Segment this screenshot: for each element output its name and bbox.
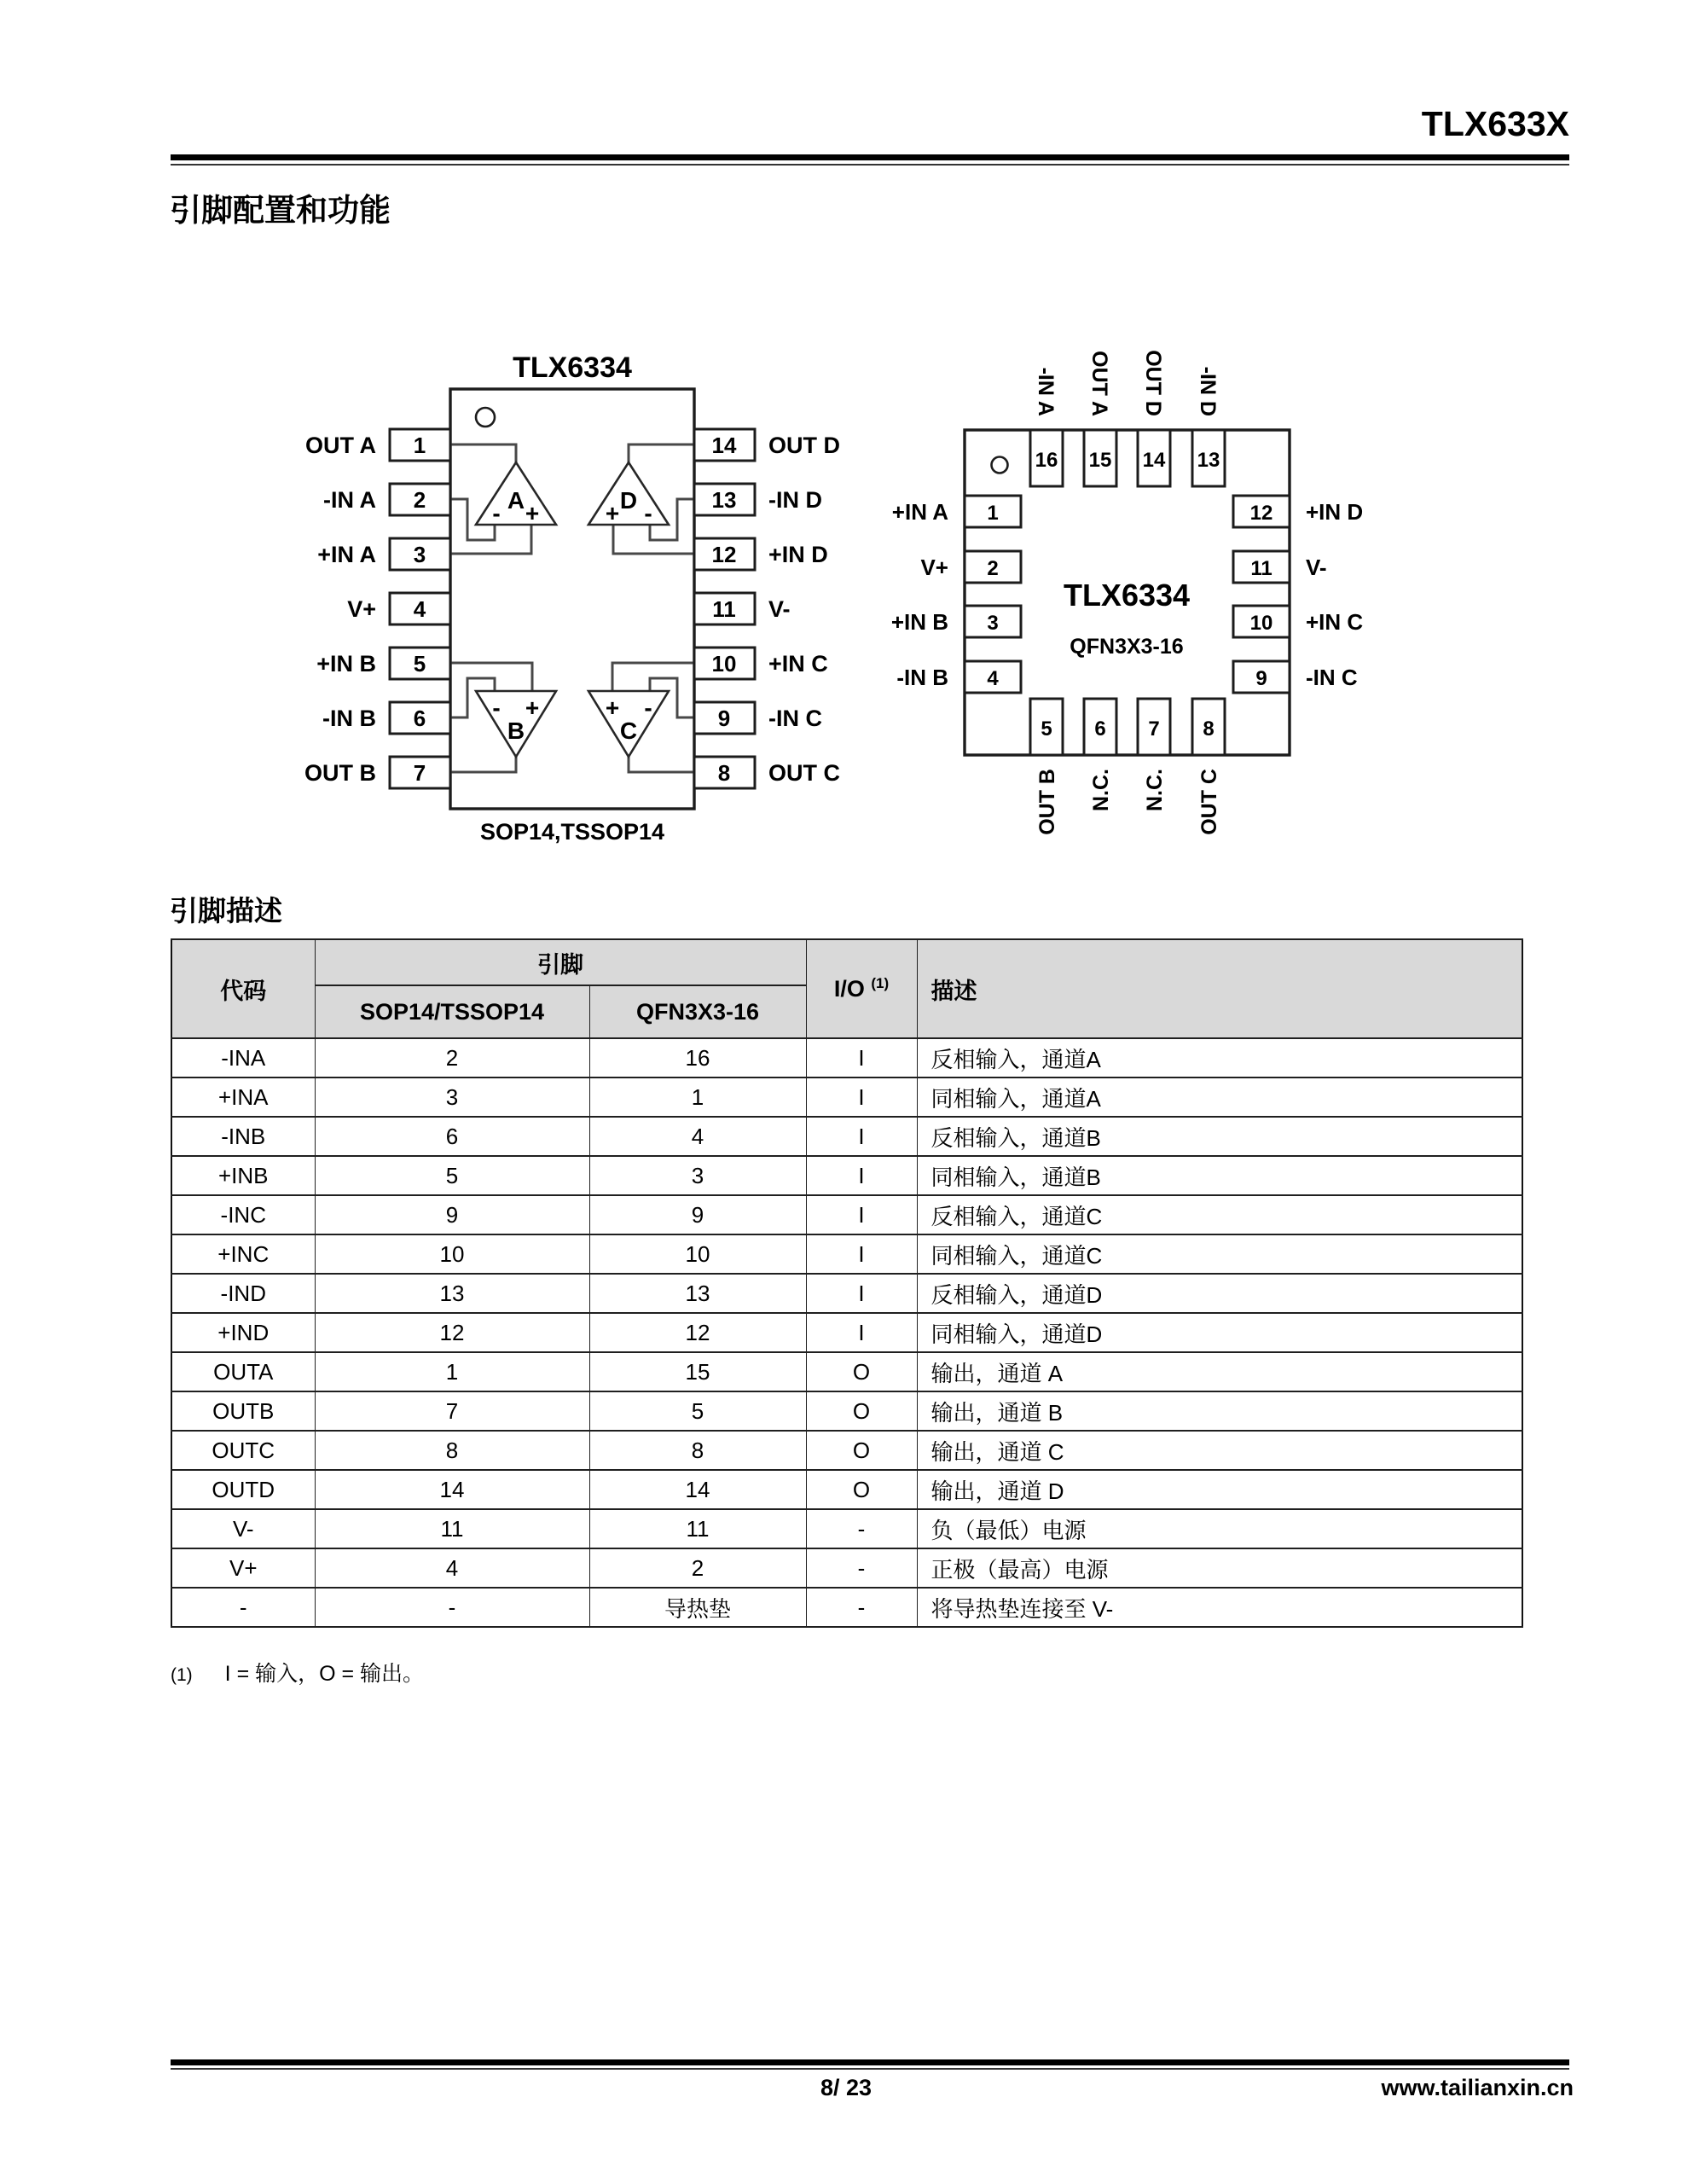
- pin-diagrams: [222, 299, 1484, 862]
- sop-pin-number: 5: [413, 651, 426, 677]
- qfn-pin-label: +IN A: [891, 499, 948, 525]
- footer-rule-thin: [171, 2068, 1569, 2070]
- opamp-label-a: A: [507, 487, 525, 514]
- sop-pin-number: 11: [712, 596, 736, 622]
- qfn-pin-label: +IN C: [1306, 609, 1364, 635]
- table-row: V+ 4 2 - 正极（最高）电源: [171, 1548, 1522, 1588]
- qfn-pin-number: 10: [1249, 612, 1273, 635]
- qfn-pin-label: -IN B: [896, 665, 948, 690]
- col-header-desc: 描述: [917, 939, 1522, 1038]
- sop-pin-label: -IN D: [768, 487, 822, 513]
- qfn-pin-number: 7: [1148, 717, 1160, 741]
- table-row: +INB 5 3 I 同相输入，通道B: [171, 1156, 1522, 1195]
- opamp-label-c: C: [619, 717, 638, 744]
- sop-title: TLX6334: [513, 351, 632, 384]
- sop-pin-number: 4: [413, 596, 426, 622]
- sop-pin-label: -IN B: [322, 706, 376, 731]
- sop-package-outline: [450, 389, 694, 809]
- qfn-diagram: [891, 350, 1364, 835]
- qfn-pin-label-top: OUT D: [1141, 350, 1165, 416]
- qfn-pin-number: 3: [987, 612, 999, 635]
- qfn-pin-number: 16: [1035, 449, 1058, 472]
- qfn-pin-label: +IN D: [1306, 499, 1364, 525]
- sop-pin-number: 7: [413, 760, 426, 786]
- opamp-label-d: D: [619, 487, 638, 514]
- sop-pin-label: +IN B: [316, 651, 376, 677]
- footnote-marker: (1): [171, 1665, 193, 1685]
- sop-pin-label: +IN A: [317, 542, 376, 567]
- sop-pin-label: OUT B: [304, 760, 376, 786]
- table-row: OUTB 7 5 O 输出，通道 B: [171, 1391, 1522, 1431]
- qfn-pin-label: +IN B: [890, 609, 948, 635]
- qfn-pin-label-bottom: OUT C: [1197, 769, 1221, 835]
- table-row: - - 导热垫 - 将导热垫连接至 V-: [171, 1588, 1522, 1627]
- header-rule-thin: [171, 164, 1569, 166]
- col-header-qfn: QFN3X3-16: [589, 985, 806, 1038]
- table-row: +IND 12 12 I 同相输入，通道D: [171, 1313, 1522, 1352]
- sop14-diagram: [304, 351, 840, 845]
- minus-sign: -: [644, 500, 652, 526]
- sop-pin-number: 8: [717, 760, 731, 786]
- sop-pin-label: V-: [768, 596, 791, 622]
- minus-sign: -: [492, 500, 501, 526]
- header-rule: [171, 154, 1569, 160]
- qfn-pin-label-bottom: N.C.: [1143, 769, 1167, 811]
- sop-pin-label: OUT A: [305, 433, 376, 458]
- qfn-pin-number: 14: [1142, 449, 1166, 472]
- minus-sign: -: [644, 694, 652, 721]
- qfn-pin-number: 8: [1203, 717, 1215, 741]
- qfn-pin-number: 5: [1041, 717, 1052, 741]
- col-header-code: 代码: [171, 939, 315, 1038]
- qfn-pin-number: 15: [1088, 449, 1112, 472]
- qfn-pin-label: V-: [1306, 555, 1327, 580]
- io-label: I/O: [833, 976, 865, 1002]
- col-header-io: [806, 939, 917, 1038]
- sop-pin-label: -IN C: [768, 706, 822, 731]
- qfn-title: TLX6334: [1063, 578, 1191, 613]
- col-header-pin-group: 引脚: [315, 939, 806, 985]
- footer-rule: [171, 2059, 1569, 2065]
- sop-pin-number: 1: [413, 433, 426, 458]
- qfn-pin-number: 13: [1197, 449, 1220, 472]
- sop-pin-label: +IN C: [768, 651, 828, 677]
- table-row: OUTA 1 15 O 输出，通道 A: [171, 1352, 1522, 1391]
- qfn-pin-label-top: -IN D: [1196, 366, 1220, 416]
- sop-pin-label: +IN D: [768, 542, 828, 567]
- table-row: -INA 2 16 I 反相输入，通道A: [171, 1038, 1522, 1077]
- pin-table-title: 引脚描述: [170, 895, 282, 926]
- website-text: www.tailianxin.cn: [1381, 2075, 1574, 2100]
- qfn-pin-number: 6: [1094, 717, 1106, 741]
- sop-pin-label: -IN A: [323, 487, 376, 513]
- opamp-label-b: B: [507, 717, 525, 744]
- plus-sign: +: [605, 694, 620, 721]
- qfn-pin-label-bottom: N.C.: [1089, 769, 1113, 811]
- table-row: OUTC 8 8 O 输出，通道 C: [171, 1431, 1522, 1470]
- section-title: 引脚配置和功能: [170, 193, 391, 228]
- qfn-pin-label: -IN C: [1306, 665, 1358, 690]
- table-row: -INC 9 9 I 反相输入，通道C: [171, 1195, 1522, 1234]
- table-row: +INC 10 10 I 同相输入，通道C: [171, 1234, 1522, 1274]
- qfn-pin-label-top: -IN A: [1034, 367, 1058, 416]
- footnote-text: I = 输入，O = 输出。: [224, 1662, 425, 1686]
- sop-pin-number: 2: [413, 487, 426, 513]
- col-header-sop: SOP14/TSSOP14: [315, 985, 589, 1038]
- qfn-pin-number: 4: [987, 667, 999, 690]
- table-row: -IND 13 13 I 反相输入，通道D: [171, 1274, 1522, 1313]
- qfn-pin-number: 9: [1255, 667, 1267, 690]
- sop-pin-number: 12: [711, 542, 737, 567]
- sop-pin-label: OUT D: [768, 433, 840, 458]
- qfn-pin-number: 11: [1250, 557, 1272, 580]
- sop-caption: SOP14,TSSOP14: [479, 819, 665, 845]
- plus-sign: +: [605, 500, 620, 526]
- table-row: V- 11 11 - 负（最低）电源: [171, 1509, 1522, 1548]
- table-row: OUTD 14 14 O 输出，通道 D: [171, 1470, 1522, 1509]
- plus-sign: +: [525, 500, 540, 526]
- pin-table: [171, 938, 1523, 1628]
- footnote: [171, 1657, 424, 1687]
- qfn-pin-number: 2: [987, 557, 999, 580]
- qfn-subtitle: QFN3X3-16: [1070, 635, 1184, 659]
- minus-sign: -: [492, 694, 501, 721]
- qfn-pin-label-top: OUT A: [1087, 351, 1111, 416]
- page-number: 8/ 23: [820, 2075, 872, 2100]
- qfn-pin-number: 12: [1249, 502, 1273, 525]
- sop-pin-number: 14: [711, 433, 737, 458]
- sop-pin-number: 6: [413, 706, 426, 731]
- table-row: +INA 3 1 I 同相输入，通道A: [171, 1077, 1522, 1117]
- io-superscript: (1): [871, 975, 890, 991]
- sop-pin-label: OUT C: [768, 760, 840, 786]
- sop-pin-number: 10: [711, 651, 737, 677]
- sop-pin-label: V+: [347, 596, 376, 622]
- sop-pin-number: 13: [711, 487, 737, 513]
- table-row: -INB 6 4 I 反相输入，通道B: [171, 1117, 1522, 1156]
- doc-title: TLX633X: [1421, 104, 1569, 143]
- plus-sign: +: [525, 694, 540, 721]
- sop-pin-number: 3: [413, 542, 426, 567]
- sop-pin-number: 9: [717, 706, 731, 731]
- qfn-pin-number: 1: [987, 502, 999, 525]
- qfn-pin-label: V+: [920, 555, 948, 580]
- qfn-pin-label-bottom: OUT B: [1035, 769, 1059, 835]
